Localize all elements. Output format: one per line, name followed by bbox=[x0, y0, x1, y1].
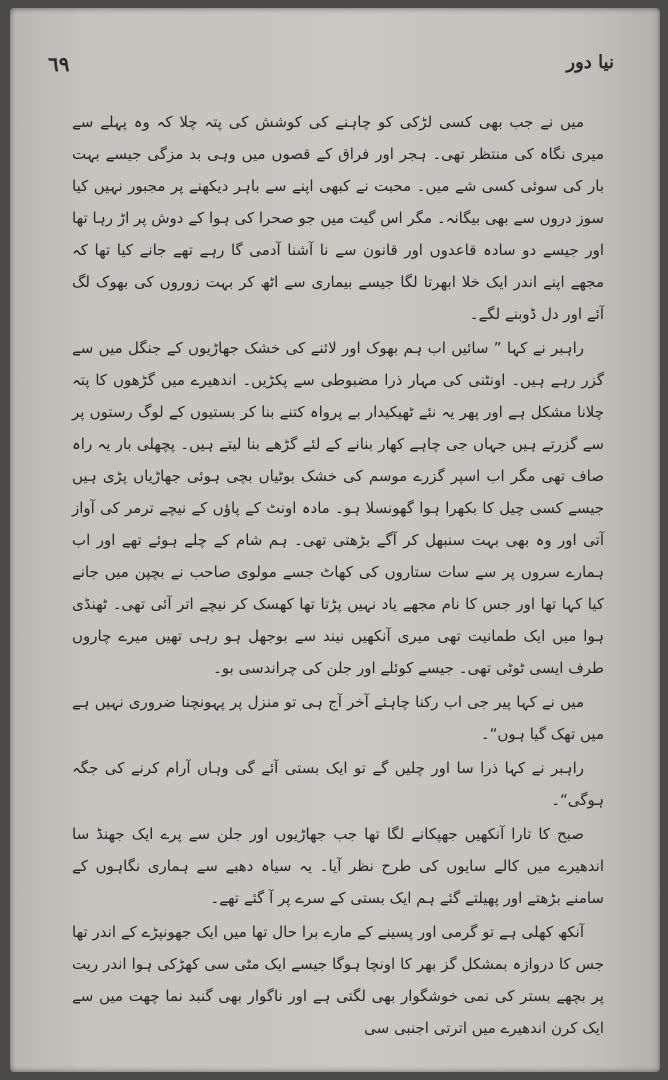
paragraph-2: راہبر نے کہا ” سائیں اب ہم بھوک اور لائنے کی خشک جھاڑیوں کے جنگل میں سے گزر رہے ہیں۔ اونٹنی کی مہار ذرا مضبوطی سے پکڑیں۔ اندھیرے میں گڑھوں کا پتہ چلانا مشکل ہے اور پھر یہ نئے ٹھیکیدار بے پرواہ کتنے بنا کر بستیوں کے لوگ رستوں پر سے گزرتے ہیں جہاں جی چاہے کھار بنانے کے لئے گڑھے بنا لیتے ہیں۔ پچھلی بار یہ راہ صاف تھی مگر اب اسپر گزرے موسم کی خشک بوٹیاں بچی ہوئی جھاڑیاں پڑی ہیں جیسے کسی چیل کا بکھرا ہوا گھونسلا ہو۔ مادہ اونٹ کے پاؤں کے نیچے ترمر کی آواز آتی اور وہ بھی بہت سنبھل کر آگے بڑھتی تھی۔ ہم شام کے چلے ہوئے تھے اور اب ہمارے سروں پر سے سات ستاروں کی کھاٹ جسے مولوی صاحب نے بچپن میں جانے کیا کہا تھا اور جس کا نام مجھے یاد نہیں پڑتا تھا کھسک کر نیچے اتر آئی تھی۔ ٹھنڈی ہوا میں ایک طمانیت تھی میری آنکھیں نیند سے بوجھل ہو رہی تھیں میرے چاروں طرف ایسی ٹوٹی تھی۔ جیسے کوئلے اور جلن کی چراندسی بو۔ bbox=[72, 339, 604, 677]
paragraph-3: میں نے کہا پیر جی اب رکنا چاہئے آخر آج ہی تو منزل پر پہونچنا ضروری نہیں ہے میں تھک گیا ہوں“۔ bbox=[72, 693, 604, 743]
paragraph-5: صبح کا تارا آنکھیں جھپکانے لگا تھا جب جھاڑیوں اور جلن سے پرے ایک جھنڈ سا اندھیرے میں کالے سایوں کی طرح نظر آیا۔ یہ سیاہ دھبے سے ہماری نگاہوں کے سامنے بڑھتے اور پھیلتے گئے ہم ایک بستی کے سرے پر آ گئے تھے۔ bbox=[72, 825, 604, 907]
book-page bbox=[10, 8, 660, 1072]
paragraph-4: راہبر نے کہا ذرا سا اور چلیں گے تو ایک بستی آئے گی وہاں آرام کرنے کی جگہ ہوگی“۔ bbox=[72, 759, 604, 809]
paragraph-1: میں نے جب بھی کسی لڑکی کو چاہنے کی کوشش کی پتہ چلا کہ وہ پہلے سے میری نگاہ کی منتظر تھی۔ ہجر اور فراق کے قصوں میں وہی بد مزگی جیسے بہت بار کی سوئی کسی شے میں۔ محبت نے کبھی اپنے سے باہر دیکھنے پر مجبور نہیں کیا سوز دروں سے بھی بیگانہ۔ مگر اس گیت میں جو صحرا کی ہوا کے دوش پر اڑ رہا تھا اور جیسے دو سادہ قاعدوں اور قانون سے نا آشنا آدمی گا رہے تھے جانے کیا تھا کہ مجھے اپنے اندر ایک خلا ابھرتا لگا جیسے بیماری سے اٹھ کر بہت زوروں کی بھوک لگ آئے اور دل ڈوبنے لگے۔ bbox=[72, 113, 604, 323]
body-text bbox=[72, 106, 604, 1037]
running-title: نیا دور bbox=[566, 52, 614, 73]
paragraph-6: آنکھ کھلی ہے تو گرمی اور پسینے کے مارے برا حال تھا میں ایک جھونپڑے کے اندر تھا جس کا دروازہ بمشکل گز بھر کا اونچا ہوگا جیسے ایک مٹی سی کھڑکی ہوا اندر ریت پر بچھے بستر کی نمی خوشگوار بھی لگتی ہے اور ناگوار بھی گنبد نما چھت میں سے ایک کرن اندھیرے میں اترتی اجنبی سی bbox=[72, 923, 604, 1037]
page-number: ٦٩ bbox=[48, 52, 70, 76]
